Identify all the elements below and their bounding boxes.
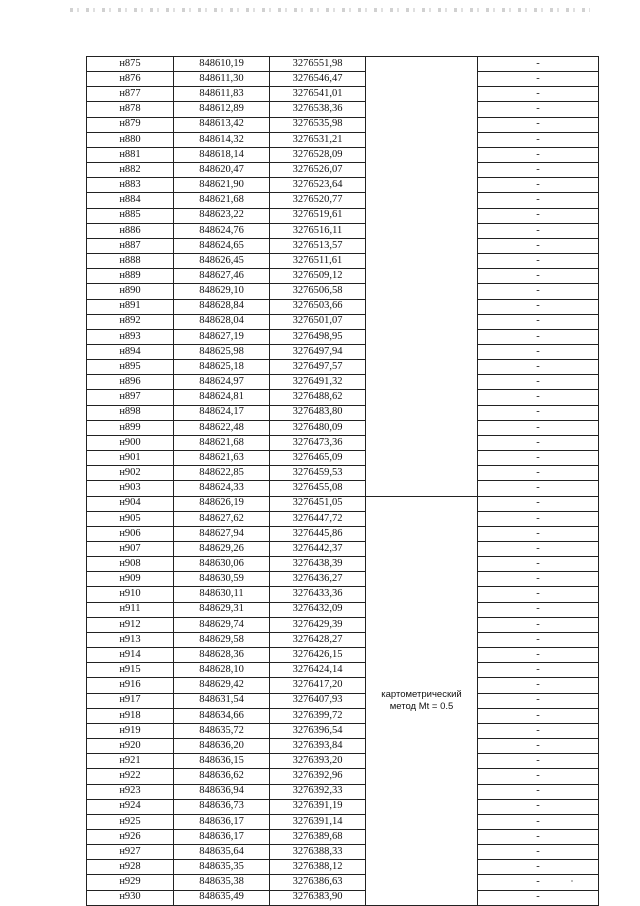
table-row [87, 632, 599, 647]
y-coordinate-cell: 3276428,27 [270, 632, 366, 647]
x-coordinate-cell: 848628,10 [174, 663, 270, 678]
point-id-cell: н924 [87, 799, 174, 814]
y-coordinate-cell: 3276429,39 [270, 617, 366, 632]
x-coordinate-cell: 848628,84 [174, 299, 270, 314]
point-id-cell: н888 [87, 254, 174, 269]
point-id-cell: н925 [87, 814, 174, 829]
point-id-cell: н921 [87, 754, 174, 769]
y-coordinate-cell: 3276393,84 [270, 739, 366, 754]
x-coordinate-cell: 848635,49 [174, 890, 270, 905]
accuracy-cell: - [478, 678, 599, 693]
y-coordinate-cell: 3276483,80 [270, 405, 366, 420]
table-row [87, 845, 599, 860]
accuracy-cell: - [478, 602, 599, 617]
accuracy-cell: - [478, 890, 599, 905]
point-id-cell: н883 [87, 178, 174, 193]
accuracy-cell: - [478, 405, 599, 420]
x-coordinate-cell: 848621,63 [174, 451, 270, 466]
y-coordinate-cell: 3276523,64 [270, 178, 366, 193]
table-row [87, 678, 599, 693]
table-row [87, 557, 599, 572]
y-coordinate-cell: 3276388,12 [270, 860, 366, 875]
y-coordinate-cell: 3276392,33 [270, 784, 366, 799]
accuracy-cell: - [478, 526, 599, 541]
x-coordinate-cell: 848635,35 [174, 860, 270, 875]
table-row [87, 466, 599, 481]
method-note-line-1: картометрический [381, 688, 462, 700]
accuracy-cell: - [478, 57, 599, 72]
accuracy-cell: - [478, 829, 599, 844]
y-coordinate-cell: 3276520,77 [270, 193, 366, 208]
x-coordinate-cell: 848610,19 [174, 57, 270, 72]
table-row [87, 784, 599, 799]
y-coordinate-cell: 3276442,37 [270, 542, 366, 557]
table-row [87, 375, 599, 390]
method-note-cell-empty [366, 57, 478, 497]
y-coordinate-cell: 3276455,08 [270, 481, 366, 496]
point-id-cell: н890 [87, 284, 174, 299]
y-coordinate-cell: 3276392,96 [270, 769, 366, 784]
table-row [87, 814, 599, 829]
point-id-cell: н911 [87, 602, 174, 617]
accuracy-cell: - [478, 208, 599, 223]
x-coordinate-cell: 848621,90 [174, 178, 270, 193]
y-coordinate-cell: 3276393,20 [270, 754, 366, 769]
x-coordinate-cell: 848611,30 [174, 72, 270, 87]
point-id-cell: н903 [87, 481, 174, 496]
accuracy-cell: - [478, 648, 599, 663]
y-coordinate-cell: 3276445,86 [270, 526, 366, 541]
accuracy-cell: - [478, 117, 599, 132]
y-coordinate-cell: 3276511,61 [270, 254, 366, 269]
x-coordinate-cell: 848614,32 [174, 132, 270, 147]
x-coordinate-cell: 848611,83 [174, 87, 270, 102]
point-id-cell: н922 [87, 769, 174, 784]
table-row [87, 723, 599, 738]
table-row [87, 57, 599, 72]
accuracy-cell: - [478, 496, 599, 511]
table-row [87, 708, 599, 723]
table-row [87, 799, 599, 814]
accuracy-cell: - [478, 875, 599, 890]
accuracy-cell: - [478, 708, 599, 723]
y-coordinate-cell: 3276459,53 [270, 466, 366, 481]
point-id-cell: н914 [87, 648, 174, 663]
point-id-cell: н905 [87, 511, 174, 526]
y-coordinate-cell: 3276391,19 [270, 799, 366, 814]
accuracy-cell: - [478, 723, 599, 738]
y-coordinate-cell: 3276535,98 [270, 117, 366, 132]
x-coordinate-cell: 848627,19 [174, 329, 270, 344]
x-coordinate-cell: 848624,76 [174, 223, 270, 238]
accuracy-cell: - [478, 314, 599, 329]
point-id-cell: н894 [87, 344, 174, 359]
y-coordinate-cell: 3276498,95 [270, 329, 366, 344]
x-coordinate-cell: 848629,58 [174, 632, 270, 647]
x-coordinate-cell: 848636,73 [174, 799, 270, 814]
accuracy-cell: - [478, 466, 599, 481]
y-coordinate-cell: 3276391,14 [270, 814, 366, 829]
x-coordinate-cell: 848624,65 [174, 238, 270, 253]
accuracy-cell: - [478, 663, 599, 678]
accuracy-cell: - [478, 557, 599, 572]
x-coordinate-cell: 848624,17 [174, 405, 270, 420]
y-coordinate-cell: 3276513,57 [270, 238, 366, 253]
y-coordinate-cell: 3276399,72 [270, 708, 366, 723]
x-coordinate-cell: 848629,26 [174, 542, 270, 557]
y-coordinate-cell: 3276383,90 [270, 890, 366, 905]
table-row [87, 511, 599, 526]
point-id-cell: н909 [87, 572, 174, 587]
accuracy-cell: - [478, 360, 599, 375]
x-coordinate-cell: 848626,45 [174, 254, 270, 269]
accuracy-cell: - [478, 163, 599, 178]
x-coordinate-cell: 848627,94 [174, 526, 270, 541]
x-coordinate-cell: 848624,33 [174, 481, 270, 496]
y-coordinate-cell: 3276497,94 [270, 344, 366, 359]
point-id-cell: н893 [87, 329, 174, 344]
table-row [87, 360, 599, 375]
table-row [87, 481, 599, 496]
table-row [87, 314, 599, 329]
coordinates-table-body [87, 57, 599, 906]
accuracy-cell: - [478, 223, 599, 238]
x-coordinate-cell: 848627,46 [174, 269, 270, 284]
accuracy-cell: - [478, 420, 599, 435]
table-row [87, 223, 599, 238]
x-coordinate-cell: 848626,19 [174, 496, 270, 511]
table-row [87, 542, 599, 557]
y-coordinate-cell: 3276438,39 [270, 557, 366, 572]
point-id-cell: н920 [87, 739, 174, 754]
point-id-cell: н886 [87, 223, 174, 238]
x-coordinate-cell: 848629,42 [174, 678, 270, 693]
table-row [87, 602, 599, 617]
y-coordinate-cell: 3276424,14 [270, 663, 366, 678]
point-id-cell: н876 [87, 72, 174, 87]
accuracy-cell: - [478, 693, 599, 708]
accuracy-cell: - [478, 375, 599, 390]
point-id-cell: н908 [87, 557, 174, 572]
point-id-cell: н887 [87, 238, 174, 253]
y-coordinate-cell: 3276488,62 [270, 390, 366, 405]
y-coordinate-cell: 3276426,15 [270, 648, 366, 663]
y-coordinate-cell: 3276447,72 [270, 511, 366, 526]
point-id-cell: н918 [87, 708, 174, 723]
accuracy-cell: - [478, 739, 599, 754]
x-coordinate-cell: 848630,06 [174, 557, 270, 572]
table-row [87, 420, 599, 435]
x-coordinate-cell: 848625,98 [174, 344, 270, 359]
point-id-cell: н927 [87, 845, 174, 860]
table-row [87, 102, 599, 117]
accuracy-cell: - [478, 178, 599, 193]
table-row [87, 739, 599, 754]
table-row [87, 648, 599, 663]
accuracy-cell: - [478, 799, 599, 814]
x-coordinate-cell: 848621,68 [174, 435, 270, 450]
accuracy-cell: - [478, 572, 599, 587]
accuracy-cell: - [478, 451, 599, 466]
y-coordinate-cell: 3276480,09 [270, 420, 366, 435]
point-id-cell: н930 [87, 890, 174, 905]
point-id-cell: н895 [87, 360, 174, 375]
y-coordinate-cell: 3276473,36 [270, 435, 366, 450]
point-id-cell: н917 [87, 693, 174, 708]
table-row [87, 269, 599, 284]
x-coordinate-cell: 848622,85 [174, 466, 270, 481]
y-coordinate-cell: 3276538,36 [270, 102, 366, 117]
table-row [87, 329, 599, 344]
x-coordinate-cell: 848636,17 [174, 814, 270, 829]
point-id-cell: н919 [87, 723, 174, 738]
point-id-cell: н913 [87, 632, 174, 647]
x-coordinate-cell: 848629,10 [174, 284, 270, 299]
y-coordinate-cell: 3276417,20 [270, 678, 366, 693]
point-id-cell: н881 [87, 147, 174, 162]
point-id-cell: н901 [87, 451, 174, 466]
x-coordinate-cell: 848628,04 [174, 314, 270, 329]
x-coordinate-cell: 848613,42 [174, 117, 270, 132]
point-id-cell: н899 [87, 420, 174, 435]
y-coordinate-cell: 3276531,21 [270, 132, 366, 147]
y-coordinate-cell: 3276433,36 [270, 587, 366, 602]
x-coordinate-cell: 848635,38 [174, 875, 270, 890]
point-id-cell: н877 [87, 87, 174, 102]
x-coordinate-cell: 848623,22 [174, 208, 270, 223]
table-row [87, 254, 599, 269]
x-coordinate-cell: 848624,81 [174, 390, 270, 405]
y-coordinate-cell: 3276509,12 [270, 269, 366, 284]
point-id-cell: н915 [87, 663, 174, 678]
y-coordinate-cell: 3276516,11 [270, 223, 366, 238]
table-row [87, 693, 599, 708]
y-coordinate-cell: 3276528,09 [270, 147, 366, 162]
y-coordinate-cell: 3276519,61 [270, 208, 366, 223]
x-coordinate-cell: 848618,14 [174, 147, 270, 162]
method-note-cell [366, 496, 478, 905]
point-id-cell: н882 [87, 163, 174, 178]
table-row [87, 663, 599, 678]
x-coordinate-cell: 848625,18 [174, 360, 270, 375]
y-coordinate-cell: 3276497,57 [270, 360, 366, 375]
accuracy-cell: - [478, 390, 599, 405]
point-id-cell: н884 [87, 193, 174, 208]
accuracy-cell: - [478, 845, 599, 860]
y-coordinate-cell: 3276526,07 [270, 163, 366, 178]
point-id-cell: н906 [87, 526, 174, 541]
y-coordinate-cell: 3276432,09 [270, 602, 366, 617]
point-id-cell: н891 [87, 299, 174, 314]
table-row [87, 890, 599, 905]
table-row [87, 147, 599, 162]
accuracy-cell: - [478, 87, 599, 102]
point-id-cell: н912 [87, 617, 174, 632]
accuracy-cell: - [478, 617, 599, 632]
x-coordinate-cell: 848621,68 [174, 193, 270, 208]
table-row [87, 284, 599, 299]
x-coordinate-cell: 848635,72 [174, 723, 270, 738]
point-id-cell: н902 [87, 466, 174, 481]
point-id-cell: н878 [87, 102, 174, 117]
y-coordinate-cell: 3276503,66 [270, 299, 366, 314]
accuracy-cell: - [478, 754, 599, 769]
accuracy-cell: - [478, 435, 599, 450]
table-row [87, 193, 599, 208]
accuracy-cell: - [478, 147, 599, 162]
accuracy-cell: - [478, 269, 599, 284]
table-row [87, 344, 599, 359]
x-coordinate-cell: 848631,54 [174, 693, 270, 708]
y-coordinate-cell: 3276546,47 [270, 72, 366, 87]
table-row [87, 587, 599, 602]
x-coordinate-cell: 848629,74 [174, 617, 270, 632]
accuracy-cell: - [478, 254, 599, 269]
table-row [87, 496, 599, 511]
point-id-cell: н885 [87, 208, 174, 223]
accuracy-cell: - [478, 299, 599, 314]
table-row [87, 238, 599, 253]
x-coordinate-cell: 848622,48 [174, 420, 270, 435]
x-coordinate-cell: 848630,11 [174, 587, 270, 602]
table-row [87, 829, 599, 844]
accuracy-cell: - [478, 769, 599, 784]
accuracy-cell: - [478, 511, 599, 526]
table-row [87, 163, 599, 178]
point-id-cell: н926 [87, 829, 174, 844]
accuracy-cell: - [478, 284, 599, 299]
table-row [87, 405, 599, 420]
point-id-cell: н880 [87, 132, 174, 147]
point-id-cell: н900 [87, 435, 174, 450]
table-row [87, 72, 599, 87]
point-id-cell: н898 [87, 405, 174, 420]
y-coordinate-cell: 3276389,68 [270, 829, 366, 844]
accuracy-cell: - [478, 632, 599, 647]
x-coordinate-cell: 848636,17 [174, 829, 270, 844]
x-coordinate-cell: 848634,66 [174, 708, 270, 723]
table-row [87, 451, 599, 466]
y-coordinate-cell: 3276436,27 [270, 572, 366, 587]
table-row [87, 299, 599, 314]
table-row [87, 208, 599, 223]
point-id-cell: н910 [87, 587, 174, 602]
method-note-line-2: метод Mt = 0.5 [389, 700, 454, 712]
x-coordinate-cell: 848612,89 [174, 102, 270, 117]
accuracy-cell: - [478, 542, 599, 557]
y-coordinate-cell: 3276541,01 [270, 87, 366, 102]
y-coordinate-cell: 3276386,63 [270, 875, 366, 890]
y-coordinate-cell: 3276491,32 [270, 375, 366, 390]
accuracy-cell: - [478, 784, 599, 799]
table-row [87, 390, 599, 405]
x-coordinate-cell: 848636,62 [174, 769, 270, 784]
point-id-cell: н896 [87, 375, 174, 390]
accuracy-cell: - [478, 193, 599, 208]
accuracy-cell: - [478, 102, 599, 117]
accuracy-cell: - [478, 72, 599, 87]
point-id-cell: н907 [87, 542, 174, 557]
table-row [87, 572, 599, 587]
x-coordinate-cell: 848636,94 [174, 784, 270, 799]
accuracy-cell: - [478, 344, 599, 359]
point-id-cell: н929 [87, 875, 174, 890]
y-coordinate-cell: 3276388,33 [270, 845, 366, 860]
table-row [87, 87, 599, 102]
scan-artifact-top [70, 8, 590, 12]
x-coordinate-cell: 848629,31 [174, 602, 270, 617]
x-coordinate-cell: 848624,97 [174, 375, 270, 390]
table-row [87, 875, 599, 890]
accuracy-cell: - [478, 587, 599, 602]
point-id-cell: н879 [87, 117, 174, 132]
table-row [87, 860, 599, 875]
point-id-cell: н892 [87, 314, 174, 329]
x-coordinate-cell: 848627,62 [174, 511, 270, 526]
x-coordinate-cell: 848628,36 [174, 648, 270, 663]
point-id-cell: н916 [87, 678, 174, 693]
table-row [87, 178, 599, 193]
accuracy-cell: - [478, 132, 599, 147]
x-coordinate-cell: 848636,20 [174, 739, 270, 754]
table-row [87, 526, 599, 541]
y-coordinate-cell: 3276465,09 [270, 451, 366, 466]
y-coordinate-cell: 3276501,07 [270, 314, 366, 329]
accuracy-cell: - [478, 860, 599, 875]
table-row [87, 117, 599, 132]
table-row [87, 617, 599, 632]
y-coordinate-cell: 3276407,93 [270, 693, 366, 708]
y-coordinate-cell: 3276451,05 [270, 496, 366, 511]
table-row [87, 435, 599, 450]
accuracy-cell: - [478, 481, 599, 496]
accuracy-cell: - [478, 238, 599, 253]
y-coordinate-cell: 3276506,58 [270, 284, 366, 299]
accuracy-cell: - [478, 814, 599, 829]
x-coordinate-cell: 848620,47 [174, 163, 270, 178]
table-row [87, 769, 599, 784]
point-id-cell: н928 [87, 860, 174, 875]
point-id-cell: н897 [87, 390, 174, 405]
table-row [87, 132, 599, 147]
x-coordinate-cell: 848635,64 [174, 845, 270, 860]
point-id-cell: н904 [87, 496, 174, 511]
y-coordinate-cell: 3276551,98 [270, 57, 366, 72]
point-id-cell: н875 [87, 57, 174, 72]
x-coordinate-cell: 848636,15 [174, 754, 270, 769]
point-id-cell: н923 [87, 784, 174, 799]
coordinates-table [86, 56, 599, 906]
table-row [87, 754, 599, 769]
accuracy-cell: - [478, 329, 599, 344]
y-coordinate-cell: 3276396,54 [270, 723, 366, 738]
x-coordinate-cell: 848630,59 [174, 572, 270, 587]
point-id-cell: н889 [87, 269, 174, 284]
